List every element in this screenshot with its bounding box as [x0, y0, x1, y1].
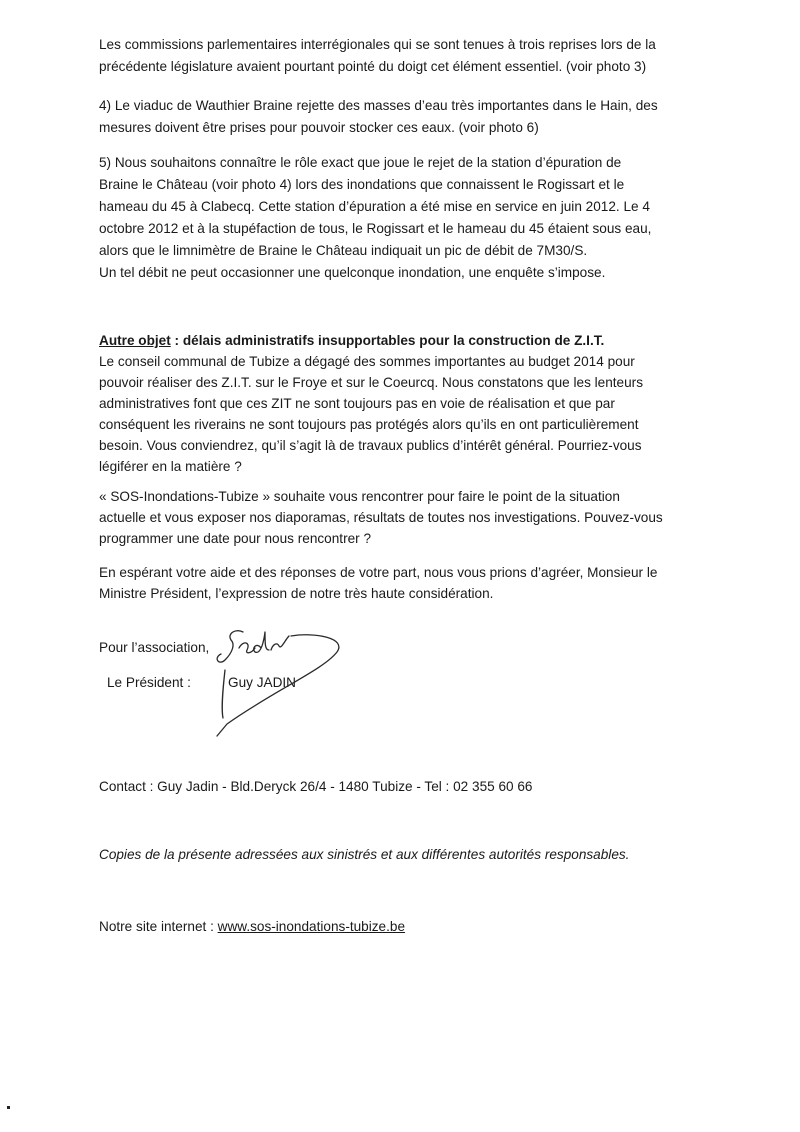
scan-speck — [7, 1106, 10, 1109]
paragraph-line: actuelle et vous exposer nos diaporamas, résultats de toutes nos investigations. Pouvez-vous — [99, 510, 663, 525]
paragraph-line: Les commissions parlementaires interrégionales qui se sont tenues à trois reprises lors de la — [99, 37, 656, 52]
subject-text: : délais administratifs insupportables pour la construction de Z.I.T. — [170, 333, 605, 348]
paragraph-line: précédente législature avaient pourtant pointé du doigt cet élément essentiel. (voir photo 3) — [99, 59, 647, 74]
subject-heading — [99, 331, 604, 351]
paragraph-line: alors que le limnimètre de Braine le Château indiquait un pic de débit de 7M30/S. — [99, 243, 588, 258]
paragraph-line: 5) Nous souhaitons connaître le rôle exact que joue le rejet de la station d’épuration de — [99, 155, 622, 170]
paragraph-line: Braine le Château (voir photo 4) lors des inondations que connaissent le Rogissart et le — [99, 177, 625, 192]
website-label: Notre site internet : — [99, 919, 218, 934]
paragraph-line: programmer une date pour nous rencontrer ? — [99, 531, 372, 546]
contact-info: Contact : Guy Jadin - Bld.Deryck 26/4 - 1480 Tubize - Tel : 02 355 60 66 — [99, 779, 533, 794]
closing-association: Pour l’association, — [99, 640, 210, 655]
website-link[interactable]: www.sos-inondations-tubize.be — [217, 919, 406, 934]
paragraph-line: Le conseil communal de Tubize a dégagé des sommes importantes au budget 2014 pour — [99, 354, 635, 369]
paragraph-line: octobre 2012 et à la stupéfaction de tous, le Rogissart et le hameau du 45 étaient sous eau, — [99, 221, 652, 236]
subject-label: Autre objet — [99, 333, 171, 348]
paragraph-line: hameau du 45 à Clabecq. Cette station d’épuration a été mise en service en juin 2012. Le 4 — [99, 199, 650, 214]
paragraph-line: besoin. Vous conviendrez, qu’il s’agit là de travaux publics d’intérêt général. Pourriez-vous — [99, 438, 642, 453]
paragraph-line: légiférer en la matière ? — [99, 459, 242, 474]
copies-note: Copies de la présente adressées aux sinistrés et aux différentes autorités responsables. — [99, 847, 630, 862]
closing-president-label: Le Président : — [107, 675, 191, 690]
paragraph-line: Ministre Président, l’expression de notre très haute considération. — [99, 586, 494, 601]
handwritten-signature — [205, 618, 355, 748]
paragraph-line: pouvoir réaliser des Z.I.T. sur le Froye et sur le Coeurcq. Nous constatons que les lenteurs — [99, 375, 644, 390]
paragraph-line: 4) Le viaduc de Wauthier Braine rejette des masses d’eau très importantes dans le Hain, des — [99, 98, 658, 113]
paragraph-line: Un tel débit ne peut occasionner une quelconque inondation, une enquête s’impose. — [99, 265, 606, 280]
paragraph-line: mesures doivent être prises pour pouvoir stocker ces eaux. (voir photo 6) — [99, 120, 539, 135]
signatory-name: Guy JADIN — [228, 675, 296, 690]
website-line — [99, 917, 405, 937]
paragraph-line: En espérant votre aide et des réponses de votre part, nous vous prions d’agréer, Monsieur le — [99, 565, 658, 580]
paragraph-line: administratives font que ces ZIT ne sont toujours pas en voie de réalisation et que par — [99, 396, 615, 411]
paragraph-line: conséquent les riverains ne sont toujours pas protégés alors qu’ils en ont particulièrement — [99, 417, 639, 432]
paragraph-line: « SOS-Inondations-Tubize » souhaite vous rencontrer pour faire le point de la situation — [99, 489, 620, 504]
